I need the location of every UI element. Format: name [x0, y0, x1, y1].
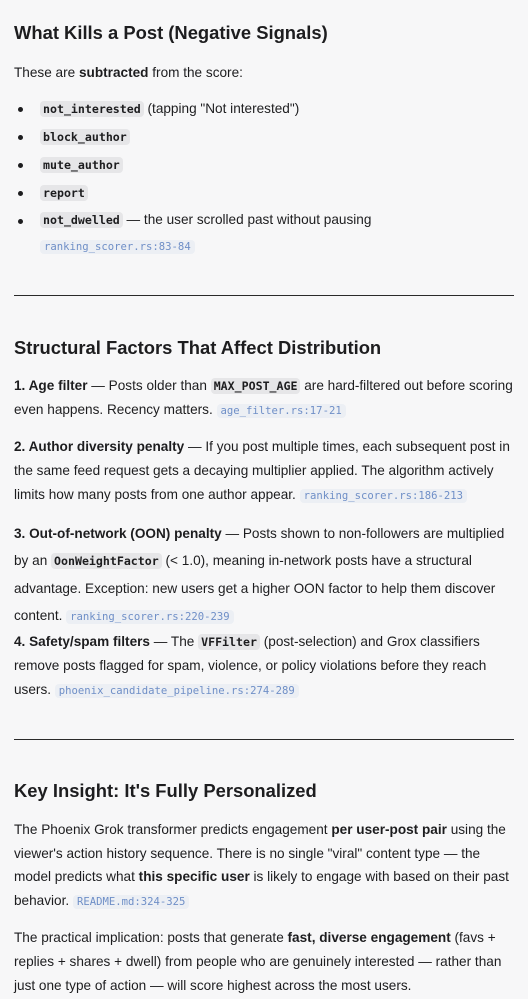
factor-author-diversity [14, 435, 514, 508]
factor-text: are hard-filtered out before scoring even happens. Recency matters. [14, 378, 513, 417]
source-reference: README.md:324-325 [73, 895, 189, 909]
section-heading-structural-factors: Structural Factors That Affect Distribution [14, 337, 382, 358]
list-item [14, 151, 514, 179]
factor-label: 3. Out-of-network (OON) penalty [14, 526, 222, 541]
factor-label: 4. Safety/spam filters [14, 634, 150, 649]
section-heading-key-insight: Key Insight: It's Fully Personalized [14, 780, 317, 801]
source-reference: phoenix_candidate_pipeline.rs:274-289 [55, 684, 299, 698]
divider [14, 295, 514, 296]
intro-bold: subtracted [78, 65, 149, 80]
factor-text: — If you post multiple times, each subsequent post in the same feed request gets a decaying multiplier applied. The algorithm actively limits how many posts from one author appear. [14, 439, 510, 502]
negative-signals-list [14, 95, 514, 260]
factor-text: — The [150, 634, 199, 649]
factor-text: — Posts shown to non-followers are multiplied by an [14, 526, 505, 568]
paragraph-text: The practical implication: posts that generate [14, 930, 288, 945]
list-item [14, 95, 514, 123]
list-item-text: (tapping "Not interested") [143, 101, 300, 116]
source-reference: ranking_scorer.rs:186-213 [300, 489, 467, 503]
intro-text: These are [14, 65, 79, 80]
paragraph-text: using the viewer's action history sequence. There is no single "viral" content type — the model predicts what [14, 822, 506, 884]
inline-code: mute_author [40, 157, 123, 173]
inline-code: VFFilter [198, 634, 260, 650]
paragraph-text: The Phoenix Grok transformer predicts engagement [14, 822, 332, 837]
factor-oon-penalty [14, 520, 514, 631]
list-item [14, 123, 514, 151]
divider [14, 739, 514, 740]
factor-age-filter [14, 374, 514, 423]
paragraph-bold: fast, diverse engagement [287, 930, 451, 945]
factor-safety-filters [14, 630, 514, 703]
paragraph-bold: this specific user [138, 869, 250, 884]
factor-text: (< 1.0), meaning in-network posts have a structural advantage. Exception: new users get a higher OON factor to help them discover content. [14, 553, 496, 623]
factor-text: (post-selection) and Grox classifiers remove posts flagged for spam, violence, or policy violations before they reach users. [14, 634, 487, 697]
factor-label: 2. Author diversity penalty [14, 439, 185, 454]
inline-code: OonWeightFactor [51, 553, 162, 569]
list-item-text: — the user scrolled past without pausing [122, 212, 372, 227]
inline-code: not_dwelled [40, 212, 123, 228]
paragraph-text: (favs + replies + shares + dwell) from people who are genuinely interested — rather than just one type of action — will score highest across the most users. [14, 930, 502, 993]
paragraph-bold: per user-post pair [331, 822, 447, 837]
source-reference: ranking_scorer.rs:220-239 [66, 610, 233, 624]
factor-text: — Posts older than [87, 378, 211, 393]
insight-paragraph [14, 818, 514, 914]
source-reference: age_filter.rs:17-21 [217, 404, 346, 418]
inline-code: report [40, 185, 88, 201]
inline-code: block_author [40, 129, 130, 145]
list-item [14, 179, 514, 207]
factor-label: 1. Age filter [14, 378, 88, 393]
intro-text-end: from the score: [148, 65, 243, 80]
list-item [14, 207, 514, 260]
implication-paragraph [14, 926, 514, 998]
inline-code: not_interested [40, 101, 144, 117]
negative-signals-intro [14, 61, 514, 85]
source-reference: ranking_scorer.rs:83-84 [40, 240, 195, 254]
paragraph-text: is likely to engage with based on their past behavior. [14, 869, 509, 908]
inline-code: MAX_POST_AGE [211, 378, 301, 394]
section-heading-negative-signals: What Kills a Post (Negative Signals) [14, 22, 328, 43]
